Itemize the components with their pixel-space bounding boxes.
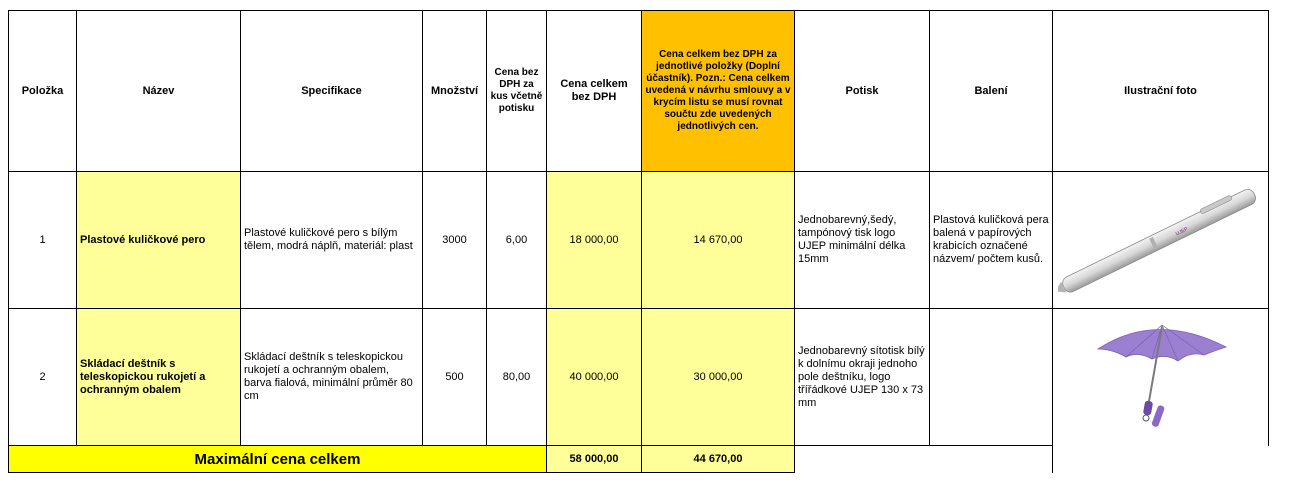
row-participant-price: 14 670,00	[642, 172, 795, 309]
total-blank-cell	[795, 446, 1053, 473]
row-photo	[1053, 309, 1269, 446]
total-participant-price: 44 670,00	[642, 446, 795, 473]
row-number: 1	[9, 172, 77, 309]
price-table-wrapper	[8, 10, 1269, 473]
row-photo	[1053, 172, 1269, 309]
table-row	[9, 172, 1269, 309]
umbrella-image	[1086, 315, 1236, 435]
row-spec: Plastové kuličkové pero s bílým tělem, modrá náplň, materiál: plast	[241, 172, 423, 309]
row-participant-price: 30 000,00	[642, 309, 795, 446]
row-number: 2	[9, 309, 77, 446]
row-packaging	[930, 309, 1053, 446]
header-item: Položka	[9, 11, 77, 172]
header-packaging: Balení	[930, 11, 1053, 172]
ballpoint-pen-image	[1058, 178, 1263, 298]
row-spec: Skládací deštník s teleskopickou rukojetí a ochranným obalem, barva fialová, minimální průměr 80 cm	[241, 309, 423, 446]
row-name: Plastové kuličkové pero	[77, 172, 241, 309]
total-price: 58 000,00	[547, 446, 642, 473]
header-spec: Specifikace	[241, 11, 423, 172]
row-total-price: 18 000,00	[547, 172, 642, 309]
header-name: Název	[77, 11, 241, 172]
total-empty-photo-cell	[1053, 446, 1269, 473]
header-participant-price: Cena celkem bez DPH za jednotlivé položky (Doplní účastník). Pozn.: Cena celkem uvedená v návrhu smlouvy a v krycím listu se musí rovnat součtu zde uvedených jednotlivých cen.	[642, 11, 795, 172]
header-row	[9, 11, 1269, 172]
row-total-price: 40 000,00	[547, 309, 642, 446]
header-total-price: Cena celkem bez DPH	[547, 11, 642, 172]
row-print: Jednobarevný sítotisk bílý k dolnímu okraji jednoho pole deštníku, logo třířádkové UJEP 130 x 73 mm	[795, 309, 930, 446]
header-qty: Množství	[423, 11, 487, 172]
row-qty: 500	[423, 309, 487, 446]
price-table	[8, 10, 1269, 473]
row-unit-price: 6,00	[487, 172, 547, 309]
total-row	[9, 446, 1269, 473]
row-qty: 3000	[423, 172, 487, 309]
table-row	[9, 309, 1269, 446]
total-label: Maximální cena celkem	[9, 446, 547, 473]
row-name: Skládací deštník s teleskopickou rukojetí a ochranným obalem	[77, 309, 241, 446]
header-unit-price: Cena bez DPH za kus včetně potisku	[487, 11, 547, 172]
row-unit-price: 80,00	[487, 309, 547, 446]
header-photo: Ilustrační foto	[1053, 11, 1269, 172]
header-print: Potisk	[795, 11, 930, 172]
row-print: Jednobarevný,šedý, tampónový tisk logo UJEP minimální délka 15mm	[795, 172, 930, 309]
row-packaging: Plastová kuličková pera balená v papírových krabicích označené názvem/ počtem kusů.	[930, 172, 1053, 309]
svg-text:UJEP: UJEP	[1174, 226, 1189, 238]
